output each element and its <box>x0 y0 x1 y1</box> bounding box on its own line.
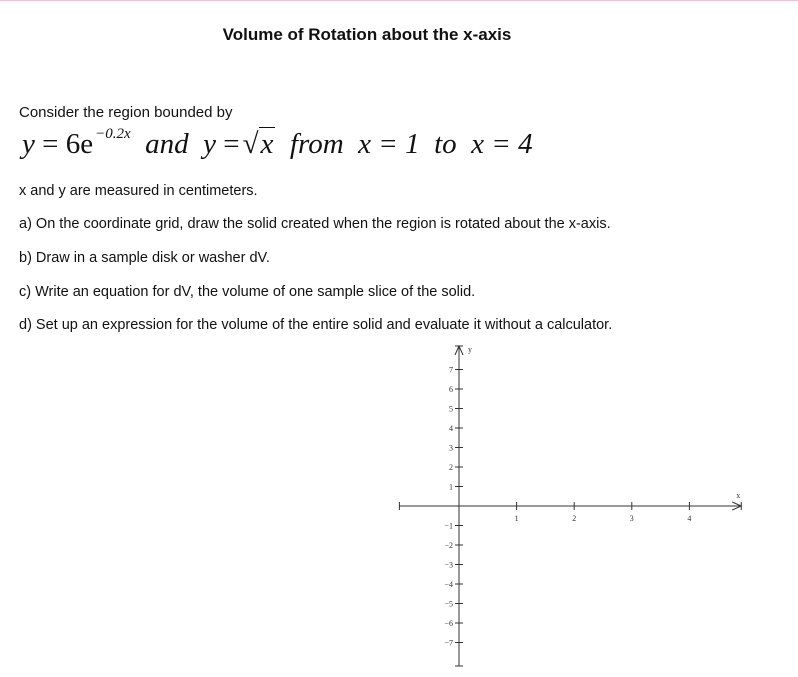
y-tick-label: 4 <box>449 424 453 433</box>
g-lhs: y <box>203 128 217 160</box>
y-tick-label: 2 <box>449 463 453 472</box>
part-d: d) Set up an expression for the volume of the entire solid and evaluate it without a calculator. <box>19 317 613 333</box>
sqrt-symbol: √ <box>242 128 259 160</box>
y-axis-label: y <box>468 345 472 354</box>
f-equals: = <box>42 128 59 160</box>
f-exponent: −0.2x <box>95 126 131 143</box>
document-title: Volume of Rotation about the x-axis <box>222 25 512 44</box>
y-tick-label: 6 <box>449 385 453 394</box>
y-tick-label: −7 <box>444 638 453 648</box>
part-a: a) On the coordinate grid, draw the solid created when the region is rotated about the x-axis. <box>19 216 611 232</box>
part-c: c) Write an equation for dV, the volume of one sample slice of the solid. <box>19 284 476 300</box>
x-tick-label: 2 <box>572 514 577 523</box>
word-from: from <box>289 128 344 160</box>
y-tick-label: 1 <box>449 482 453 492</box>
word-to: to <box>434 128 457 160</box>
y-tick-label: 5 <box>449 404 453 414</box>
y-tick-label: −1 <box>444 521 453 531</box>
y-tick-label: 7 <box>449 365 453 375</box>
word-and: and <box>145 128 189 160</box>
f-lhs: y <box>22 128 35 160</box>
f-coefficient: 6e <box>65 128 94 160</box>
g-equals: = <box>223 128 240 160</box>
y-tick-label: −6 <box>444 619 453 628</box>
y-tick-label: −5 <box>444 599 453 609</box>
units-note: x and y are measured in centimeters. <box>19 183 258 199</box>
y-tick-label: 3 <box>449 443 453 453</box>
part-b: b) Draw in a sample disk or washer dV. <box>19 250 270 266</box>
x-start: x = 1 <box>358 128 420 160</box>
x-tick-label: 1 <box>514 514 519 523</box>
x-tick-label: 3 <box>629 514 634 523</box>
x-end: x = 4 <box>471 128 533 160</box>
y-tick-label: −4 <box>444 580 453 589</box>
y-tick-label: −2 <box>444 541 453 550</box>
x-tick-label: 4 <box>687 514 692 523</box>
sqrt-radicand: x <box>260 128 274 160</box>
x-axis-label: x <box>736 491 741 500</box>
y-tick-label: −3 <box>444 560 453 570</box>
intro-text: Consider the region bounded by <box>19 104 233 121</box>
